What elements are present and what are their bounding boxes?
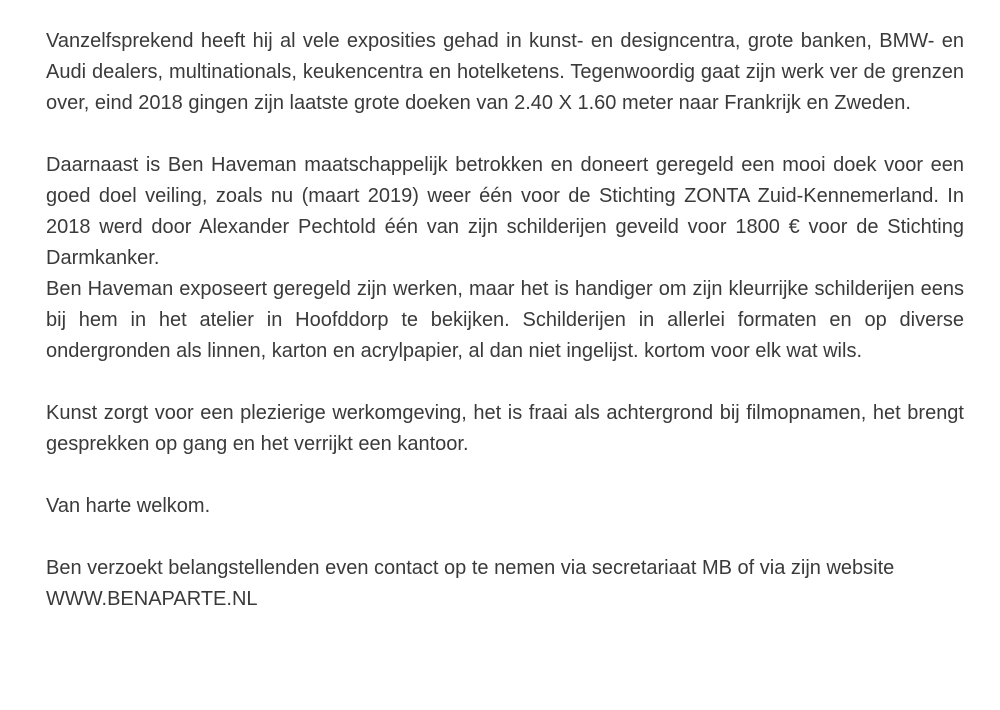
paragraph-charity: Daarnaast is Ben Haveman maatschappelijk betrokken en doneert geregeld een mooi doek voor een goed doel veiling, zoals nu (maart 2019) weer één voor de Stichting ZONTA Zuid-Kennemerland. In 2018 werd door Alexander Pechtold één van zijn schilderijen geveild voor 1800 € voor de Stichting Darmkanker. bbox=[46, 154, 964, 269]
paragraph-exhibitions: Vanzelfsprekend heeft hij al vele exposities gehad in kunst- en designcentra, grote banken, BMW- en Audi dealers, multinationals, keukencentra en hotelketens. Tegenwoordig gaat zijn werk ver de grenzen over, eind 2018 gingen zijn laatste grote doeken van 2.40 X 1.60 meter naar Frankrijk en Zweden. bbox=[46, 30, 964, 114]
paragraph-contact: Ben verzoekt belangstellenden even contact op te nemen via secretariaat MB of via zijn website bbox=[46, 557, 895, 579]
paragraph-atelier: Ben Haveman exposeert geregeld zijn werken, maar het is handiger om zijn kleurrijke schilderijen eens bij hem in het atelier in Hoofddorp te bekijken. Schilderijen in allerlei formaten en op diverse ondergronden als linnen, karton en acrylpapier, al dan niet ingelijst. kortom voor elk wat wils. bbox=[46, 278, 964, 362]
article-body bbox=[46, 26, 964, 615]
paragraph-welcome: Van harte welkom. bbox=[46, 495, 211, 517]
website-link[interactable]: WWW.BENAPARTE.NL bbox=[46, 588, 258, 610]
paragraph-workspace: Kunst zorgt voor een plezierige werkomgeving, het is fraai als achtergrond bij filmopnamen, het brengt gesprekken op gang en het verrijkt een kantoor. bbox=[46, 402, 964, 455]
